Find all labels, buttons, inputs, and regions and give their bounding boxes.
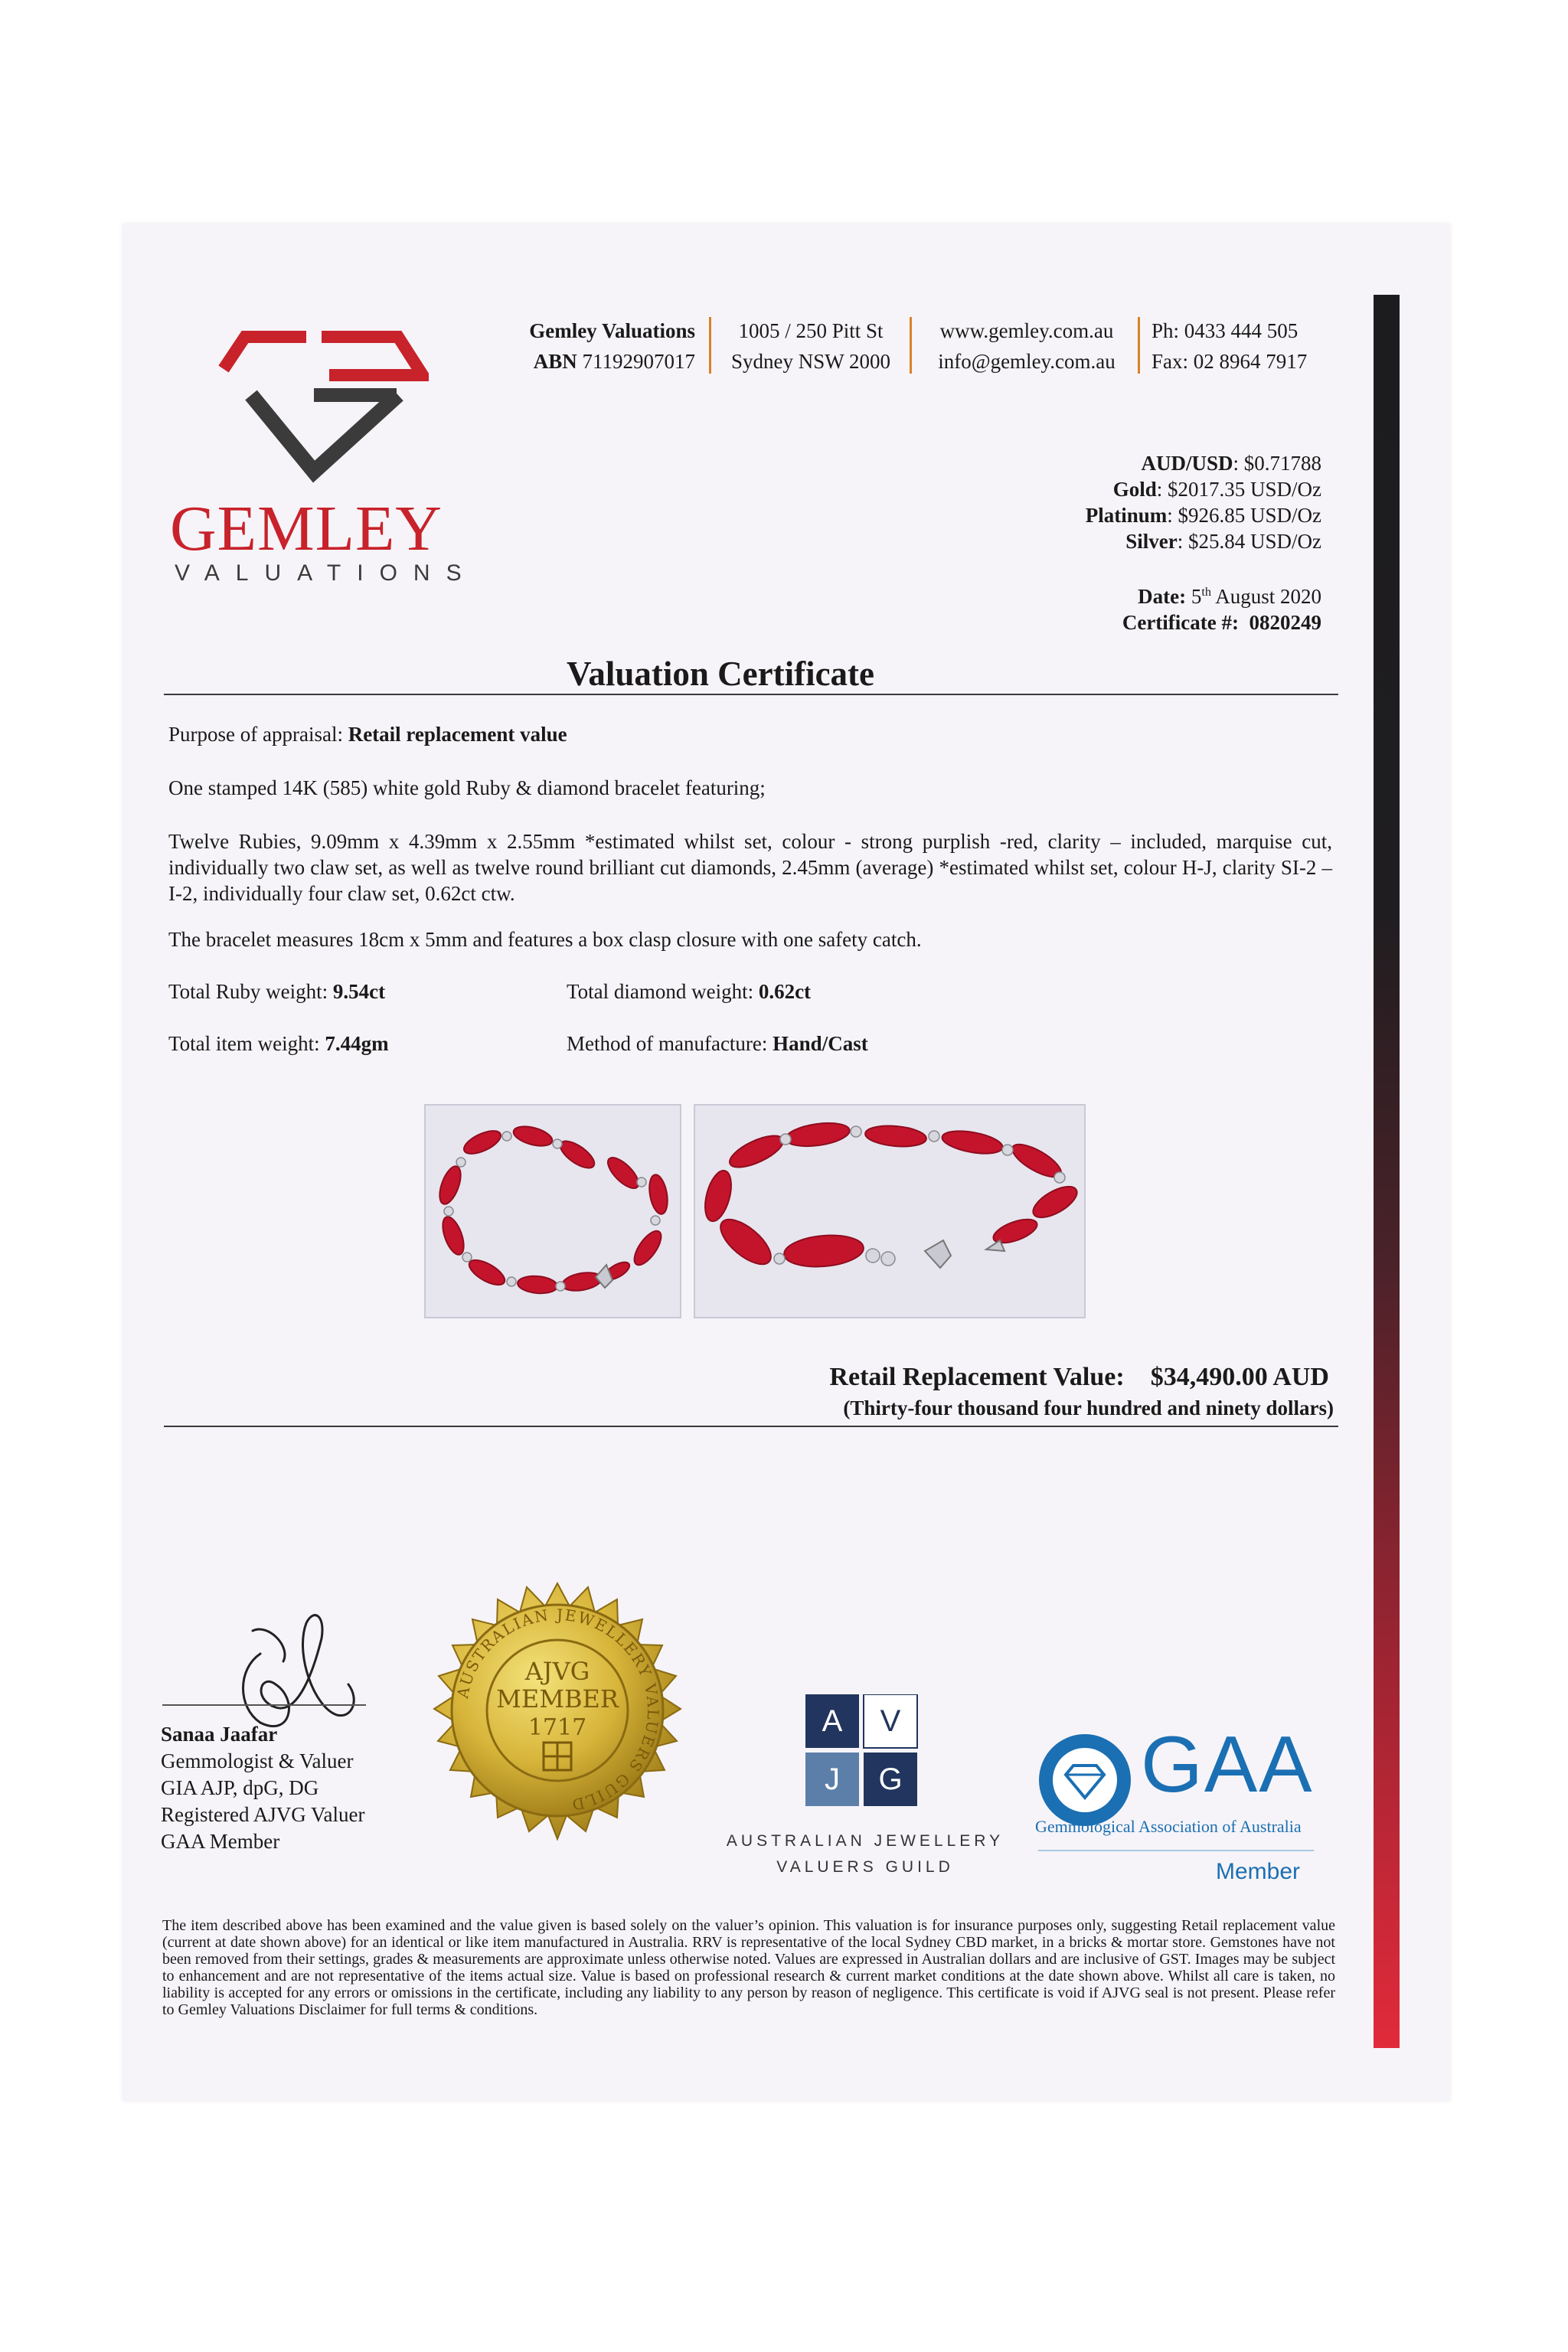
- method-value: Hand/Cast: [773, 1032, 868, 1055]
- audusd-value: : $0.71788: [1233, 452, 1321, 475]
- method-label: Method of manufacture:: [567, 1032, 768, 1055]
- ruby-weight-value: 9.54ct: [332, 980, 386, 1003]
- logo-wordmark: GEMLEY: [170, 493, 443, 564]
- retail-replacement-value: [829, 1363, 1329, 1392]
- gold-value: : $2017.35 USD/Oz: [1156, 478, 1321, 501]
- phone-number: Ph: 0433 444 505: [1152, 319, 1298, 342]
- abn-label: ABN: [533, 350, 577, 373]
- seal-member: MEMBER: [496, 1684, 619, 1713]
- gaa-wordmark: GAA: [1141, 1720, 1314, 1809]
- signatory-name: Sanaa Jaafar: [161, 1723, 278, 1746]
- diamond-weight-value: 0.62ct: [758, 980, 812, 1003]
- bracelet-photo-1: [424, 1104, 681, 1318]
- ajvg-caption-line-1: AUSTRALIAN JEWELLERY: [726, 1832, 1004, 1850]
- website-link[interactable]: www.gemley.com.au: [939, 319, 1114, 342]
- header-divider: [709, 317, 711, 374]
- date-rest: August 2020: [1215, 585, 1321, 608]
- logo-subtitle: VALUATIONS: [175, 560, 478, 586]
- item-weight-label: Total item weight:: [168, 1032, 320, 1055]
- purpose-line: [168, 721, 1332, 747]
- silver-label: Silver: [1125, 530, 1178, 553]
- ajvg-logo: [805, 1694, 920, 1809]
- certificate-meta: [1122, 579, 1321, 635]
- bracelet-photo-2: [694, 1104, 1086, 1318]
- gaa-member-label: Member: [1216, 1859, 1301, 1884]
- purpose-label: Purpose of appraisal:: [168, 723, 343, 746]
- ajvg-letter-v: V: [880, 1704, 901, 1738]
- seal-ring-text: AUSTRALIAN JEWELLERY VALUERS GUILD: [453, 1605, 663, 1815]
- diamond-weight-label: Total diamond weight:: [567, 980, 754, 1003]
- date-suffix: th: [1201, 585, 1211, 599]
- ajvg-gold-seal: [420, 1580, 695, 1856]
- ajvg-caption-line-2: VALUERS GUILD: [776, 1858, 954, 1876]
- rrv-amount-words: (Thirty-four thousand four hundred and ninety dollars): [843, 1396, 1334, 1419]
- address-line-1: 1005 / 250 Pitt St: [738, 319, 884, 342]
- seal-number: 1717: [528, 1714, 587, 1741]
- item-description: Twelve Rubies, 9.09mm x 4.39mm x 2.55mm *estimated whilst set, colour - strong purplish -red, clarity – included, marquise cut, individually two claw set, as well as twelve round brilliant cut diamonds, 2.45mm (average) *estimated whilst set, colour H-J, clarity SI-2 – I-2, individually four claw set, 0.62ct ctw.: [168, 830, 1332, 905]
- certificate-title: Valuation Certificate: [567, 655, 875, 693]
- purpose-value: Retail replacement value: [348, 723, 567, 746]
- gemley-diamond-logo: [214, 322, 429, 513]
- header-company: [513, 315, 695, 377]
- platinum-label: Platinum: [1085, 504, 1168, 527]
- ajvg-letter-j: J: [825, 1762, 840, 1796]
- header-web: [923, 315, 1130, 377]
- email-link[interactable]: info@gemley.com.au: [938, 350, 1116, 373]
- ajvg-letter-g: G: [878, 1762, 903, 1796]
- signatory-title: Gemmologist & Valuer: [161, 1749, 354, 1772]
- rrv-amount: $34,490.00 AUD: [1150, 1363, 1329, 1391]
- gaa-rule: [1038, 1850, 1314, 1851]
- gold-label: Gold: [1112, 478, 1157, 501]
- spec-diamond-weight: [567, 978, 1102, 1004]
- date-day: 5: [1191, 585, 1202, 608]
- rrv-label: Retail Replacement Value:: [829, 1363, 1125, 1391]
- fax-number: Fax: 02 8964 7917: [1152, 350, 1308, 373]
- seal-ajvg: AJVG: [524, 1657, 590, 1686]
- gaa-emblem-icon: [1035, 1730, 1135, 1830]
- item-weight-value: 7.44gm: [325, 1032, 389, 1055]
- signatory-registration: Registered AJVG Valuer: [161, 1803, 365, 1826]
- platinum-value: : $926.85 USD/Oz: [1167, 504, 1321, 527]
- ruby-weight-label: Total Ruby weight:: [168, 980, 328, 1003]
- header-address: [723, 315, 899, 377]
- bracelet-image-1: [426, 1106, 680, 1317]
- abn-number: 71192907017: [582, 350, 695, 373]
- item-measurements: The bracelet measures 18cm x 5mm and features a box clasp closure with one safety catch.: [168, 928, 922, 951]
- address-line-2: Sydney NSW 2000: [730, 350, 890, 373]
- silver-value: : $25.84 USD/Oz: [1177, 530, 1321, 553]
- valuation-rule: [164, 1426, 1338, 1427]
- header-divider: [910, 317, 912, 374]
- header-phone: [1152, 315, 1335, 377]
- audusd-label: AUD/USD: [1141, 452, 1233, 475]
- header-divider: [1138, 317, 1140, 374]
- signatory-qualifications: GIA AJP, dpG, DG: [161, 1776, 319, 1799]
- company-name: Gemley Valuations: [529, 319, 695, 342]
- signatory-block: [161, 1721, 364, 1855]
- metal-rates: [1086, 450, 1321, 554]
- disclaimer-text: The item described above has been examined and the value given is based solely on the valuer’s opinion. This valuation is for insurance purposes only, suggesting Retail replacement value (current at date shown above) for an identical or like item manufactured in Australia. RRV is representative of the local Sydney CBD market, in a bricks & mortar store. Gemstones have not been removed from their settings, grades & measurements are approximate unless otherwise noted. Values are expressed in Australian dollars and are inclusive of GST. Images may be subject to enhancement and are not representative of the items actual size. Value is based on professional research & current market conditions at the date shown above. Whilst all care is taken, no liability is accepted for any errors or omissions in the certificate, including any liability to any person by reason of negligence. This certificate is void if AJVG seal is not present. Please refer to Gemley Valuations Disclaimer for full terms & conditions.: [162, 1917, 1335, 2018]
- spec-ruby-weight: [168, 978, 551, 1004]
- certificate-number: 0820249: [1249, 611, 1321, 634]
- spec-method: [567, 1031, 1102, 1057]
- signature-line: [162, 1704, 366, 1706]
- ajvg-caption: [704, 1828, 1026, 1880]
- gaa-full-name: Gemmological Association of Australia: [1035, 1817, 1302, 1836]
- date-label: Date:: [1138, 585, 1187, 608]
- title-rule: [164, 694, 1338, 695]
- spec-item-weight: [168, 1031, 551, 1057]
- signatory-membership: GAA Member: [161, 1830, 280, 1853]
- ajvg-letter-a: A: [822, 1704, 843, 1738]
- gradient-sidebar: [1374, 295, 1400, 2048]
- certificate-number-label: Certificate #:: [1122, 611, 1239, 634]
- item-intro: One stamped 14K (585) white gold Ruby & diamond bracelet featuring;: [168, 776, 766, 799]
- bracelet-image-2: [695, 1106, 1084, 1317]
